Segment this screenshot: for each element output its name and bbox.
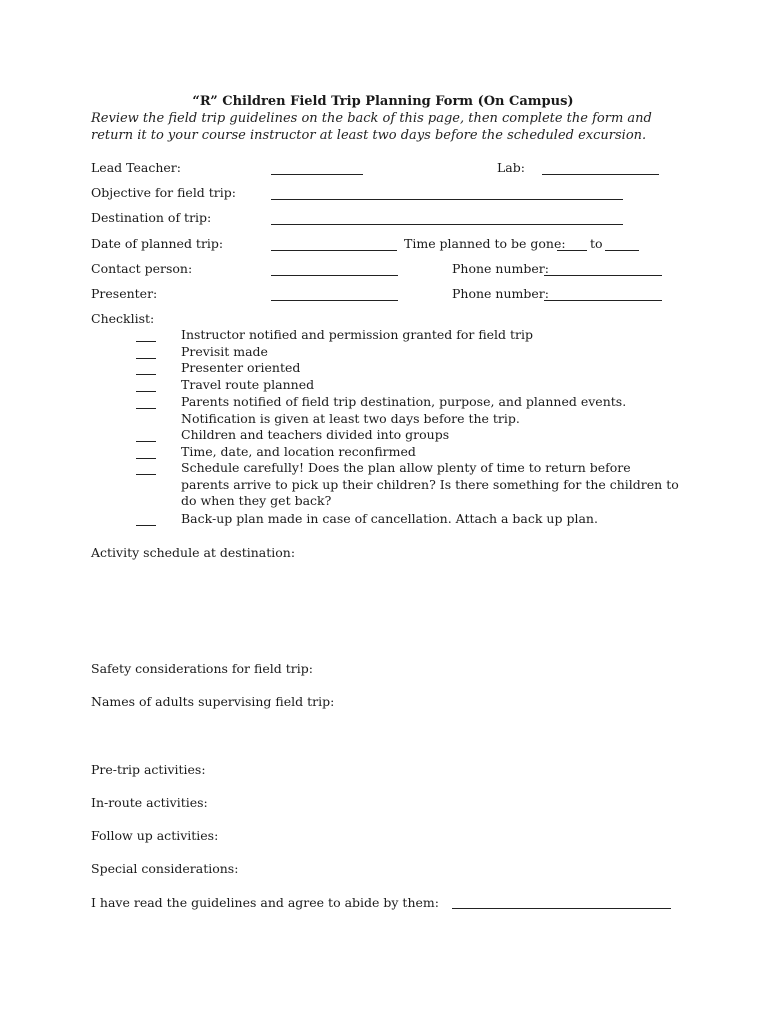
- checklist-item: Schedule carefully! Does the plan allow plenty of time to return before parents arrive to pick up their children? Is there something for the children to do when they get back?: [181, 460, 679, 508]
- checklist-item: Parents notified of field trip destination, purpose, and planned events. Notification is given at least two days before the trip.: [181, 394, 627, 426]
- signature-field[interactable]: [452, 908, 671, 909]
- lead-teacher-label: Lead Teacher:: [91, 160, 181, 175]
- contact-field[interactable]: [271, 275, 398, 276]
- lead-teacher-field[interactable]: [271, 174, 363, 175]
- checklist-item: Instructor notified and permission granted for field trip: [181, 327, 534, 342]
- checklist-item: Children and teachers divided into groups: [181, 427, 450, 442]
- date-label: Date of planned trip:: [91, 236, 224, 251]
- contact-label: Contact person:: [91, 261, 193, 276]
- checklist-item: Travel route planned: [181, 377, 315, 392]
- lab-label: Lab:: [497, 160, 525, 175]
- checklist-checkbox[interactable]: [136, 525, 156, 526]
- adults-label: Names of adults supervising field trip:: [91, 694, 335, 709]
- in-route-label: In-route activities:: [91, 795, 208, 810]
- time-planned-label: Time planned to be gone:: [404, 236, 566, 251]
- presenter-label: Presenter:: [91, 286, 158, 301]
- checklist-checkbox[interactable]: [136, 341, 156, 342]
- special-label: Special considerations:: [91, 861, 239, 876]
- time-start-field[interactable]: [557, 250, 587, 251]
- safety-label: Safety considerations for field trip:: [91, 661, 313, 676]
- date-field[interactable]: [271, 250, 397, 251]
- checklist-heading: Checklist:: [91, 311, 155, 326]
- checklist-checkbox[interactable]: [136, 358, 156, 359]
- checklist-item: Time, date, and location reconfirmed: [181, 444, 416, 459]
- presenter-phone-field[interactable]: [544, 300, 662, 301]
- time-to-label: to: [590, 236, 603, 251]
- checklist-checkbox[interactable]: [136, 441, 156, 442]
- checklist-checkbox[interactable]: [136, 458, 156, 459]
- form-intro: Review the field trip guidelines on the back of this page, then complete the form and return it to your course instructor at least two days before the scheduled excursion.: [91, 111, 652, 143]
- checklist-item: Presenter oriented: [181, 360, 301, 375]
- form-title: “R” Children Field Trip Planning Form (On Campus): [192, 94, 574, 109]
- objective-label: Objective for field trip:: [91, 185, 236, 200]
- destination-field[interactable]: [271, 224, 623, 225]
- lab-field[interactable]: [542, 174, 659, 175]
- time-end-field[interactable]: [605, 250, 639, 251]
- checklist-item: Back-up plan made in case of cancellation. Attach a back up plan.: [181, 511, 598, 526]
- activity-schedule-label: Activity schedule at destination:: [91, 545, 296, 560]
- follow-up-label: Follow up activities:: [91, 828, 219, 843]
- contact-phone-field[interactable]: [544, 275, 662, 276]
- destination-label: Destination of trip:: [91, 210, 212, 225]
- agreement-label: I have read the guidelines and agree to abide by them:: [91, 895, 439, 910]
- checklist-checkbox[interactable]: [136, 374, 156, 375]
- objective-field[interactable]: [271, 199, 623, 200]
- checklist-item: Previsit made: [181, 344, 268, 359]
- checklist-checkbox[interactable]: [136, 391, 156, 392]
- presenter-phone-label: Phone number:: [452, 286, 549, 301]
- contact-phone-label: Phone number:: [452, 261, 549, 276]
- checklist-checkbox[interactable]: [136, 408, 156, 409]
- checklist-checkbox[interactable]: [136, 474, 156, 475]
- pre-trip-label: Pre-trip activities:: [91, 762, 206, 777]
- presenter-field[interactable]: [271, 300, 398, 301]
